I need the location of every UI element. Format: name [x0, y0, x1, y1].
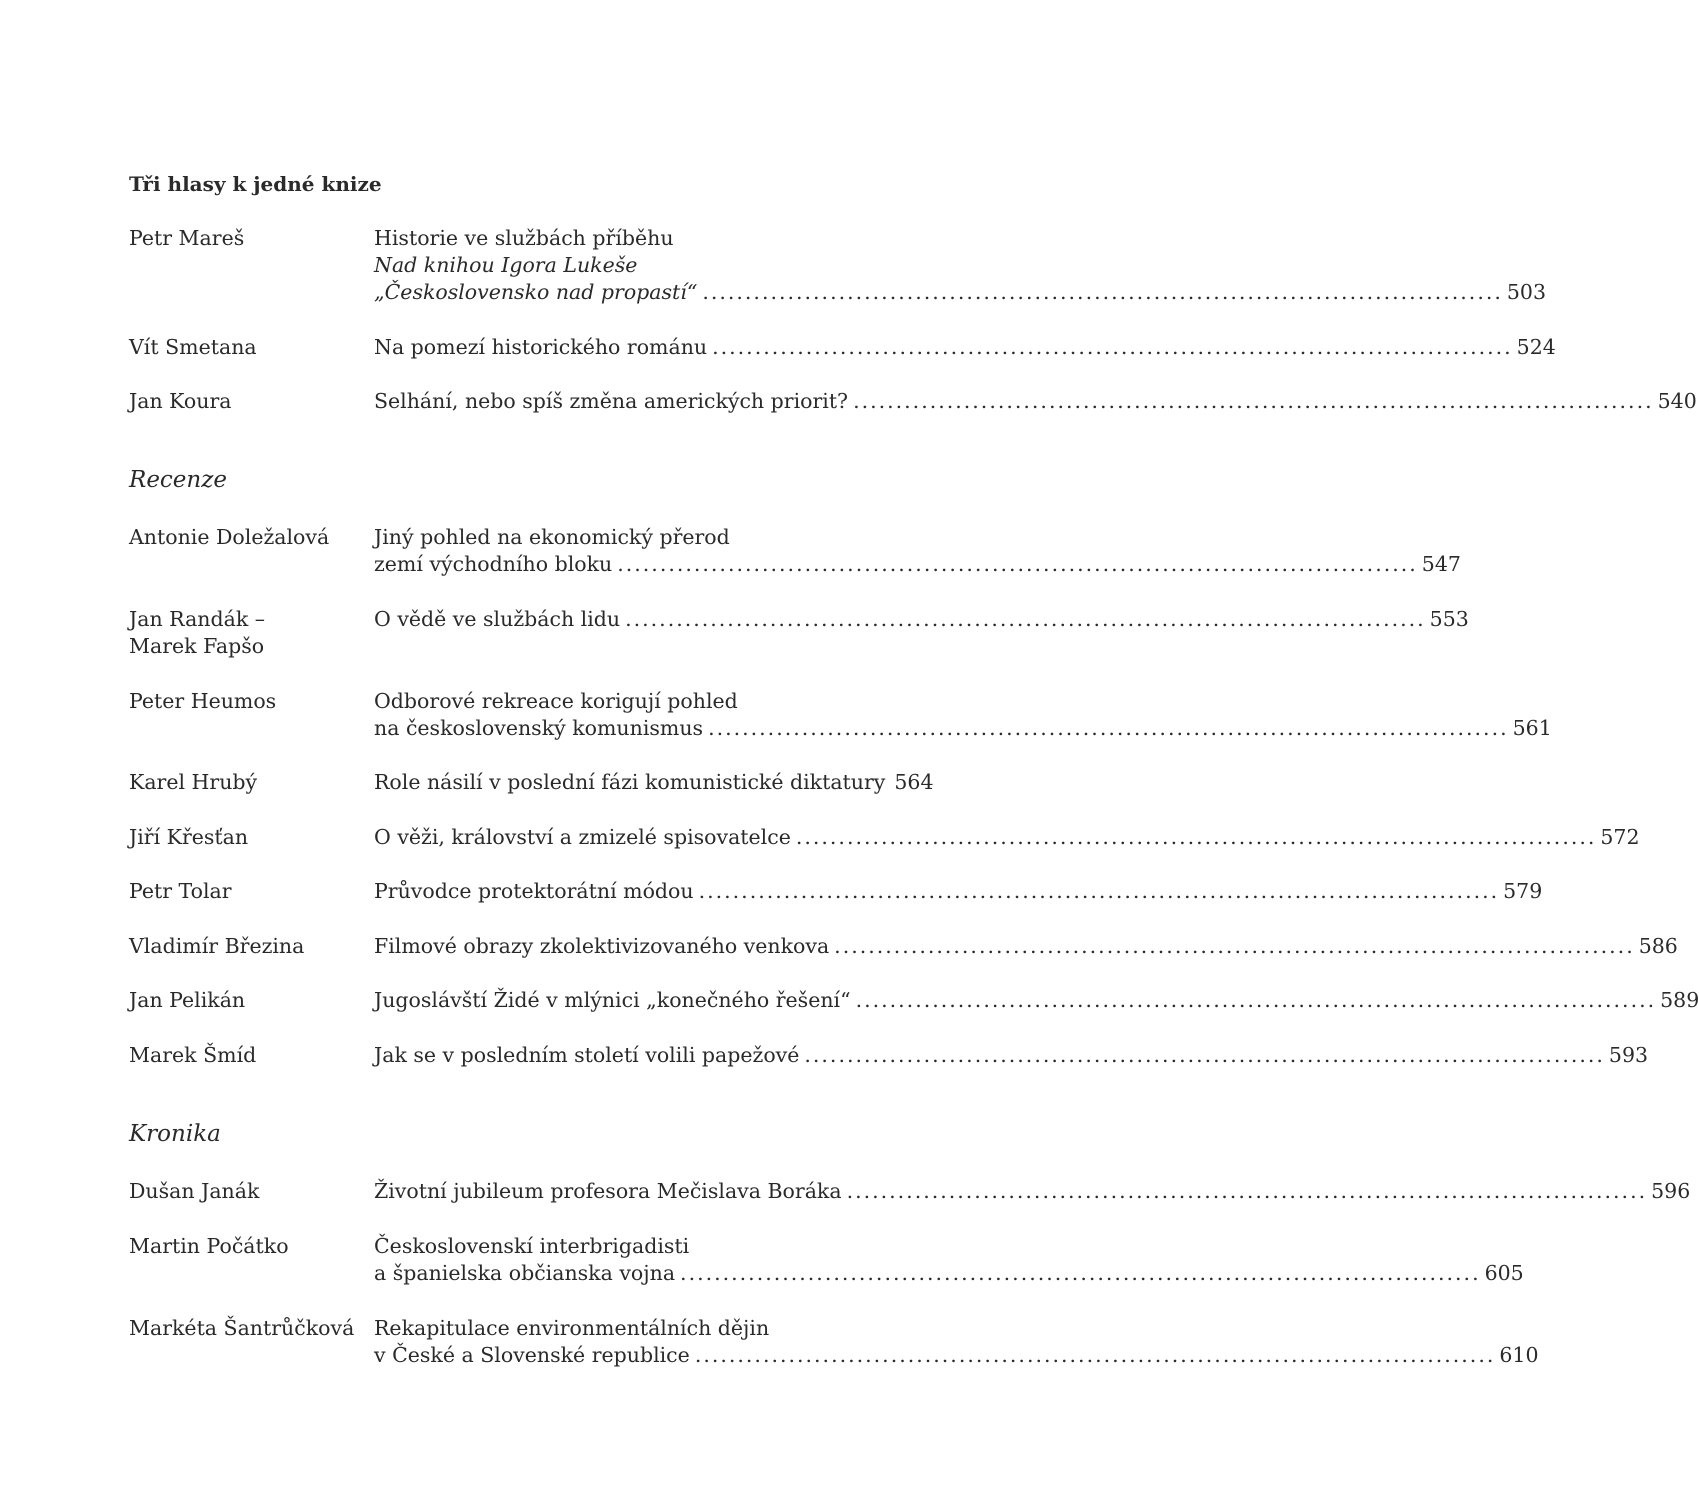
entry-author: Martin Počátko — [129, 1234, 289, 1258]
page-number: 503 — [1506, 280, 1547, 304]
page-number: 572 — [1600, 825, 1640, 849]
entry-author: Jan Koura — [129, 389, 232, 413]
entry-title: Historie ve službách příběhu Nad knihou Igora Lukeše „Československo nad propastí“ .............................................................................................. 503 — [374, 226, 1547, 304]
entry-author: Antonie Doležalová — [129, 525, 330, 549]
section-heading: Kronika — [129, 1121, 221, 1147]
entry-title: Jak se v posledním století volili papežové .............................................................................................. 593 — [374, 1043, 1649, 1067]
page-number: 589 — [1660, 988, 1699, 1012]
entry-title: Průvodce protektorátní módou .............................................................................................. 579 — [374, 879, 1543, 903]
leader-dots: .............................................................................................. — [712, 335, 1513, 359]
page-number: 561 — [1512, 716, 1552, 740]
entry-title: Na pomezí historického románu .............................................................................................. 524 — [374, 335, 1556, 359]
leader-dots: .............................................................................................. — [694, 1343, 1496, 1367]
leader-dots: .............................................................................................. — [795, 825, 1597, 849]
entry-author: Petr Mareš — [129, 226, 245, 250]
entry-title: O vědě ve službách lidu .............................................................................................. 553 — [374, 607, 1469, 631]
entry-title: Životní jubileum profesora Mečislava Boráka .............................................................................................. 596 — [374, 1179, 1691, 1203]
page-number: 564 — [894, 770, 934, 794]
entry-author: Dušan Janák — [129, 1179, 260, 1203]
entry-author: Vladimír Březina — [129, 934, 305, 958]
page-number: 540 — [1657, 389, 1697, 413]
section-heading: Tři hlasy k jedné knize — [129, 172, 382, 196]
entry-author: Peter Heumos — [129, 689, 277, 713]
page-number: 579 — [1503, 879, 1543, 903]
entry-author: Jiří Křesťan — [129, 825, 249, 849]
entry-title: Selhání, nebo spíš změna amerických priorit? .............................................................................................. 540 — [374, 389, 1697, 413]
entry-author: Marek Šmíd — [129, 1043, 257, 1067]
leader-dots: .............................................................................................. — [702, 280, 1503, 304]
entry-title: Československí interbrigadisti a španielska občianska vojna .............................................................................................. 605 — [374, 1234, 1524, 1285]
leader-dots: .............................................................................................. — [680, 1261, 1481, 1285]
entry-author: Karel Hrubý — [129, 770, 258, 794]
entry-author: Vít Smetana — [129, 335, 257, 359]
entry-title: Rekapitulace environmentálních dějin v České a Slovenské republice .............................................................................................. 610 — [374, 1316, 1539, 1367]
entry-author: Markéta Šantrůčková — [129, 1316, 355, 1340]
leader-dots: .............................................................................................. — [617, 552, 1418, 576]
leader-dots: .............................................................................................. — [698, 879, 1500, 903]
leader-dots: .............................................................................................. — [625, 607, 1426, 631]
entry-title: Filmové obrazy zkolektivizovaného venkova .............................................................................................. 586 — [374, 934, 1678, 958]
section-heading: Recenze — [129, 467, 227, 493]
entry-title: Jiný pohled na ekonomický přerod zemí východního bloku .............................................................................................. 547 — [374, 525, 1461, 576]
page-number: 610 — [1499, 1343, 1539, 1367]
page-number: 596 — [1651, 1179, 1691, 1203]
leader-dots: .............................................................................................. — [846, 1179, 1648, 1203]
page-number: 553 — [1429, 607, 1469, 631]
entry-title: Role násilí v poslední fázi komunistické diktatury 564 — [374, 770, 934, 794]
page-number: 547 — [1421, 552, 1461, 576]
page-number: 586 — [1638, 934, 1678, 958]
leader-dots: .............................................................................................. — [708, 716, 1509, 740]
leader-dots: .............................................................................................. — [855, 988, 1657, 1012]
page-number: 593 — [1608, 1043, 1649, 1067]
entry-author: Jan Randák – Marek Fapšo — [129, 607, 266, 658]
entry-author: Petr Tolar — [129, 879, 232, 903]
entry-title: Odborové rekreace korigují pohled na československý komunismus .............................................................................................. 561 — [374, 689, 1552, 740]
entry-author: Jan Pelikán — [129, 988, 246, 1012]
page-number: 524 — [1516, 335, 1556, 359]
page-number: 605 — [1484, 1261, 1524, 1285]
entry-title: O věži, království a zmizelé spisovatelce .............................................................................................. 572 — [374, 825, 1640, 849]
leader-dots: .............................................................................................. — [853, 389, 1654, 413]
leader-dots: .............................................................................................. — [834, 934, 1635, 958]
leader-dots: .............................................................................................. — [804, 1043, 1605, 1067]
entry-title: Jugoslávští Židé v mlýnici „konečného řešení“ .............................................................................................. 589 — [374, 988, 1699, 1012]
